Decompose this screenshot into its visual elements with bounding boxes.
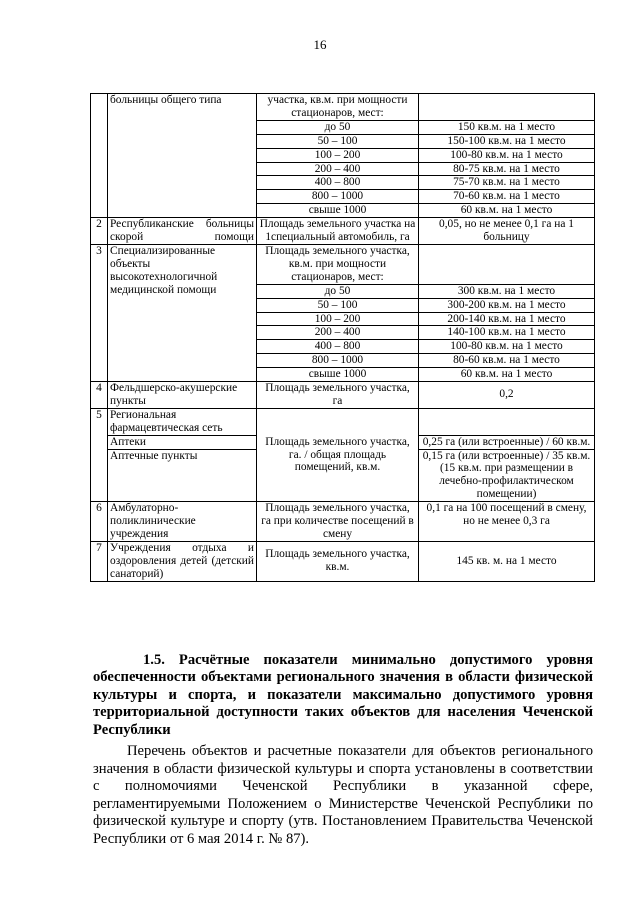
- table-row: [91, 541, 595, 581]
- body-paragraph: Перечень объектов и расчетные показатели для объектов регионального значения в области физической культуры и спорта установлены в соответствии с полномочиями Чеченской Республики в указанной сфере, регламентируемыми Положением о Министерстве Чеченской Республики по физической культуре и спорту (утв. Постановлением Правительства Чеченской Республики от 6 мая 2014 г. № 87).: [93, 743, 593, 847]
- section-heading: [93, 652, 593, 739]
- object-name: Специализированные объекты высокотехнологичной медицинской помощи: [108, 244, 257, 381]
- norm-value: 0,2: [419, 382, 595, 409]
- norm-value: 145 кв. м. на 1 место: [419, 541, 595, 581]
- norm-value: 0,25 га (или встроенные) / 60 кв.м.: [419, 435, 595, 449]
- norm-value: 100-80 кв.м. на 1 место: [419, 340, 595, 354]
- capacity-range: 200 – 400: [257, 162, 419, 176]
- norm-value: 75-70 кв.м. на 1 место: [419, 176, 595, 190]
- table-row: [91, 244, 595, 284]
- capacity-range: свыше 1000: [257, 204, 419, 218]
- section-number: 1.5.: [143, 652, 165, 668]
- norm-value: 150 кв.м. на 1 место: [419, 120, 595, 134]
- norm-value: 60 кв.м. на 1 место: [419, 368, 595, 382]
- indicator-cell: участка, кв.м. при мощности стационаров, мест:: [257, 94, 419, 121]
- capacity-range: до 50: [257, 120, 419, 134]
- norm-value: 150-100 кв.м. на 1 место: [419, 134, 595, 148]
- norm-value: 80-60 кв.м. на 1 место: [419, 354, 595, 368]
- norm-value: 100-80 кв.м. на 1 место: [419, 148, 595, 162]
- table-row: [91, 218, 595, 245]
- norm-value: 70-60 кв.м. на 1 место: [419, 190, 595, 204]
- capacity-range: 100 – 200: [257, 312, 419, 326]
- sub-object-name: Аптечные пункты: [108, 449, 257, 502]
- indicator: Площадь земельного участка, га при количестве посещений в смену: [257, 502, 419, 542]
- object-name: Учреждения отдыха и оздоровления детей (детский санаторий): [108, 541, 257, 581]
- norm-value: 300 кв.м. на 1 место: [419, 284, 595, 298]
- capacity-range: свыше 1000: [257, 368, 419, 382]
- object-name: Республиканские больницы скорой помощи: [108, 218, 257, 245]
- norm-value: 80-75 кв.м. на 1 место: [419, 162, 595, 176]
- page-number: 16: [313, 37, 327, 52]
- value-cell: [419, 408, 595, 435]
- row-number: 5: [91, 408, 108, 501]
- indicators-table: [90, 93, 595, 582]
- object-name: Региональная фармацевтическая сеть: [108, 408, 257, 435]
- row-number: 7: [91, 541, 108, 581]
- table-row: [91, 382, 595, 409]
- capacity-range: 50 – 100: [257, 298, 419, 312]
- capacity-range: 800 – 1000: [257, 354, 419, 368]
- capacity-range: 200 – 400: [257, 326, 419, 340]
- sub-object-name: Аптеки: [108, 435, 257, 449]
- norm-value: 0,1 га на 100 посещений в смену, но не менее 0,3 га: [419, 502, 595, 542]
- indicator: Площадь земельного участка на 1специальный автомобиль, га: [257, 218, 419, 245]
- capacity-range: 50 – 100: [257, 134, 419, 148]
- indicator: Площадь земельного участка, га: [257, 382, 419, 409]
- norm-value: 60 кв.м. на 1 место: [419, 204, 595, 218]
- object-name: Фельдшерско-акушерские пункты: [108, 382, 257, 409]
- value-cell: [419, 244, 595, 284]
- row-number-cell: [91, 94, 108, 218]
- row-number: 4: [91, 382, 108, 409]
- capacity-range: 400 – 800: [257, 176, 419, 190]
- row-number: 2: [91, 218, 108, 245]
- object-name: Амбулаторно-поликлинические учреждения: [108, 502, 257, 542]
- capacity-range: 100 – 200: [257, 148, 419, 162]
- object-name-cell: больницы общего типа: [108, 94, 257, 218]
- capacity-range: 800 – 1000: [257, 190, 419, 204]
- row-number: 3: [91, 244, 108, 381]
- table-row: [91, 94, 595, 121]
- norm-value: 300-200 кв.м. на 1 место: [419, 298, 595, 312]
- capacity-range: до 50: [257, 284, 419, 298]
- indicator: Площадь земельного участка, га. / общая площадь помещений, кв.м.: [257, 408, 419, 501]
- capacity-range: 400 – 800: [257, 340, 419, 354]
- norm-value: 200-140 кв.м. на 1 место: [419, 312, 595, 326]
- indicator: Площадь земельного участка, кв.м. при мощности стационаров, мест:: [257, 244, 419, 284]
- section-title: Расчётные показатели минимально допустимого уровня обеспеченности объектами регионального значения в области физической культуры и спорта, и показатели максимально допустимого уровня территориальной доступности таких объектов для населения Чеченской Республики: [93, 652, 593, 738]
- value-cell: [419, 94, 595, 121]
- row-number: 6: [91, 502, 108, 542]
- norm-value: 140-100 кв.м. на 1 место: [419, 326, 595, 340]
- table-row: [91, 408, 595, 435]
- norm-value: 0,15 га (или встроенные) / 35 кв.м. (15 кв.м. при размещении в лечебно-профилактическом помещении): [419, 449, 595, 502]
- indicator: Площадь земельного участка, кв.м.: [257, 541, 419, 581]
- table-row: [91, 502, 595, 542]
- norm-value: 0,05, но не менее 0,1 га на 1 больницу: [419, 218, 595, 245]
